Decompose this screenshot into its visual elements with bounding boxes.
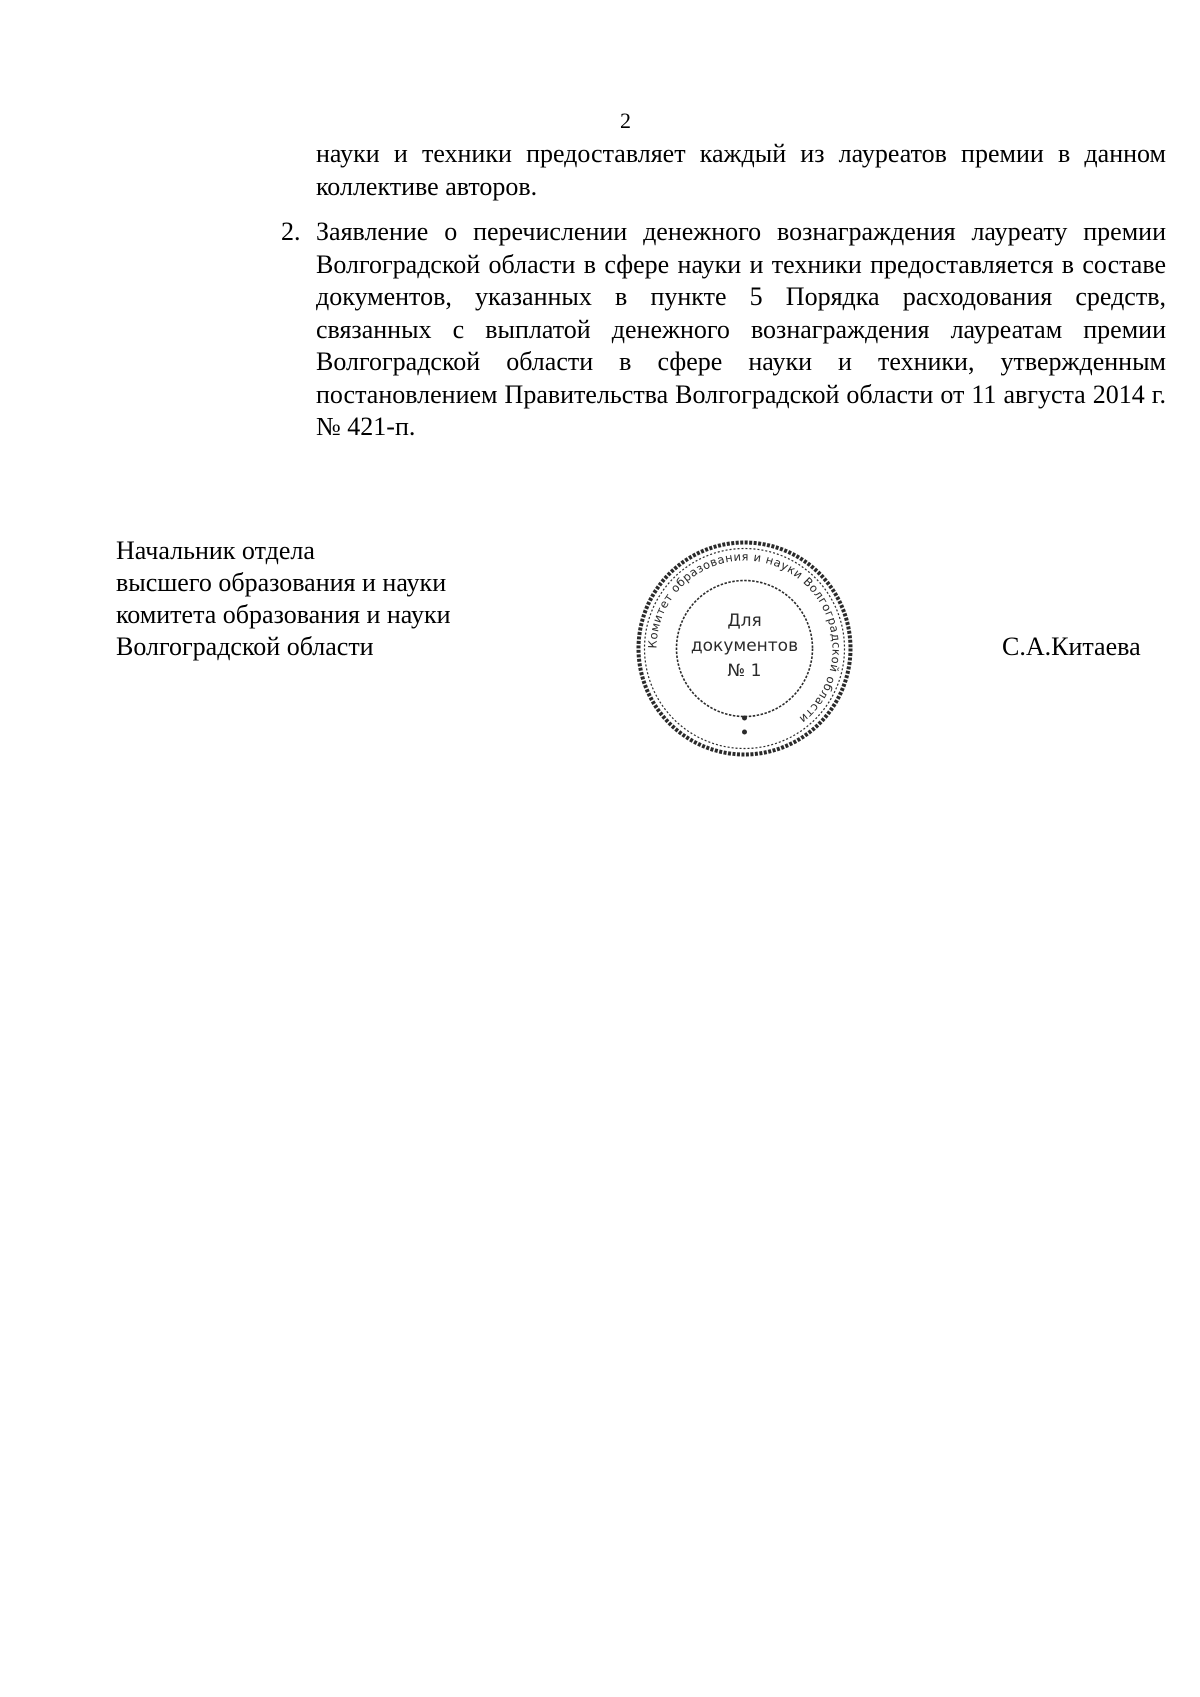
signature-position [116,535,451,663]
stamp-center-line: Для [727,611,762,631]
continuation-paragraph: науки и техники предоставляет каждый из лауреатов премии в данном коллективе авторов. [316,139,1166,201]
stamp-ring-text: Комитет образования и науки Волгоградской области [645,549,844,727]
position-line: Волгоградской области [116,632,374,661]
stamp-center-line: документов [690,636,799,656]
position-line: высшего образования и науки [116,568,447,597]
list-item-number: 2. [281,217,301,246]
stamp-seal [632,536,857,761]
position-line: комитета образования и науки [116,600,451,629]
stamp-center-line: № 1 [727,661,762,681]
page-number: 2 [620,108,631,133]
list-item-text: Заявление о перечислении денежного вознаграждения лауреату премии Волгоградской области в сфере науки и техники предоставляется в составе документов, указанных в пункте 5 Порядка расходования средств, связанных с выплатой денежного вознаграждения лауреатам премии Волгоградской области в сфере науки и техники, утвержденным постановлением Правительства Волгоградской области от 11 августа 2014 г. № 421-п. [316,217,1166,441]
position-line: Начальник отдела [116,536,315,565]
signatory-name: С.А.Китаева [1002,632,1141,661]
